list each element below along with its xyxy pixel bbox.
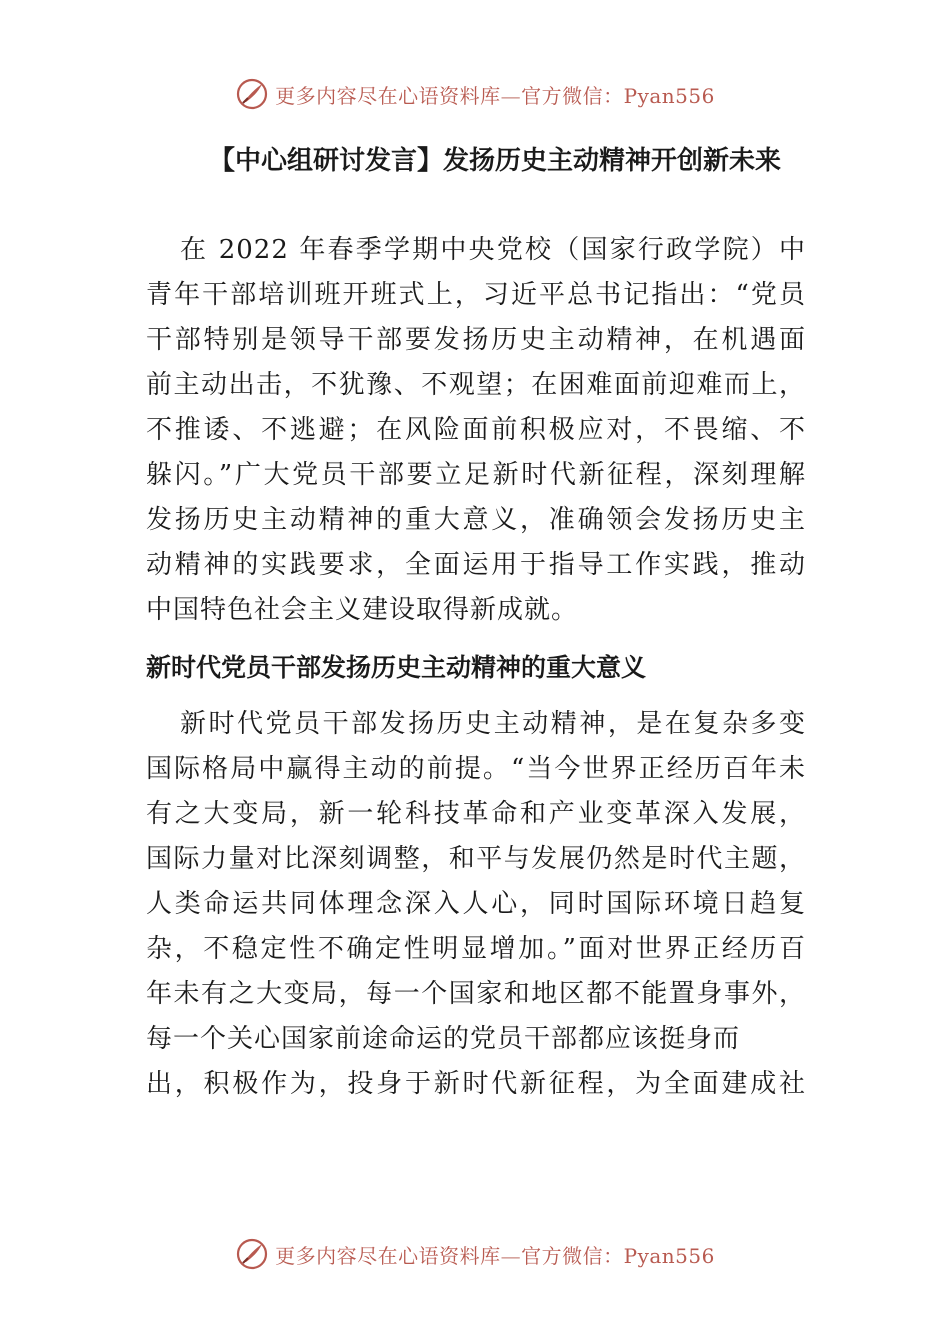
quill-seal-icon	[235, 77, 269, 111]
paragraph-line: 新时代党员干部发扬历史主动精神，是在复杂多变	[180, 709, 806, 739]
paragraph-line: 发扬历史主动精神的重大意义，准确领会发扬历史主	[146, 505, 806, 535]
paragraph-line: 在 2022 年春季学期中央党校（国家行政学院）中	[180, 235, 806, 265]
banner-contact: 官方微信：Pyan556	[521, 1243, 715, 1268]
paragraph-line: 躲闪。”广大党员干部要立足新时代新征程，深刻理解	[146, 460, 806, 490]
paragraph-line: 青年干部培训班开班式上，习近平总书记指出：“党员	[146, 280, 806, 310]
banner-main-text: 更多内容尽在心语资料库	[275, 83, 501, 108]
paragraph-1	[146, 228, 806, 633]
paragraph-line: 动精神的实践要求，全面运用于指导工作实践，推动	[146, 550, 806, 580]
paragraph-line: 年未有之大变局，每一个国家和地区都不能置身事外，	[146, 979, 806, 1009]
paragraph-line: 每一个关心国家前途命运的党员干部都应该挺身而	[146, 1024, 741, 1054]
banner-separator: —	[500, 1243, 522, 1268]
quill-seal-icon	[235, 1237, 269, 1271]
paragraph-line: 有之大变局，新一轮科技革命和产业变革深入发展，	[146, 799, 806, 829]
banner-text	[275, 1240, 715, 1269]
paragraph-line: 干部特别是领导干部要发扬历史主动精神，在机遇面	[146, 325, 806, 355]
paragraph-line: 不推诿、不逃避；在风险面前积极应对，不畏缩、不	[146, 415, 806, 445]
paragraph-line: 出，积极作为，投身于新时代新征程，为全面建成社	[146, 1069, 806, 1099]
paragraph-line: 前主动出击，不犹豫、不观望；在困难面前迎难而上，	[146, 370, 806, 400]
section-heading: 新时代党员干部发扬历史主动精神的重大意义	[146, 653, 647, 682]
paragraph-line: 杂，不稳定性不确定性明显增加。”面对世界正经历百	[146, 934, 806, 964]
paragraph-line: 人类命运共同体理念深入人心，同时国际环境日趋复	[146, 889, 806, 919]
document-title: 【中心组研讨发言】发扬历史主动精神开创新未来	[208, 146, 781, 176]
paragraph-line: 中国特色社会主义建设取得新成就。	[146, 595, 579, 625]
banner-separator: —	[500, 83, 522, 108]
banner-text	[275, 80, 715, 109]
footer-banner	[0, 1234, 950, 1274]
paragraph-2	[146, 702, 806, 1107]
header-banner	[0, 74, 950, 114]
paragraph-line: 国际力量对比深刻调整，和平与发展仍然是时代主题，	[146, 844, 806, 874]
paragraph-line: 国际格局中赢得主动的前提。“当今世界正经历百年未	[146, 754, 806, 784]
banner-contact: 官方微信：Pyan556	[521, 83, 715, 108]
banner-main-text: 更多内容尽在心语资料库	[275, 1243, 501, 1268]
